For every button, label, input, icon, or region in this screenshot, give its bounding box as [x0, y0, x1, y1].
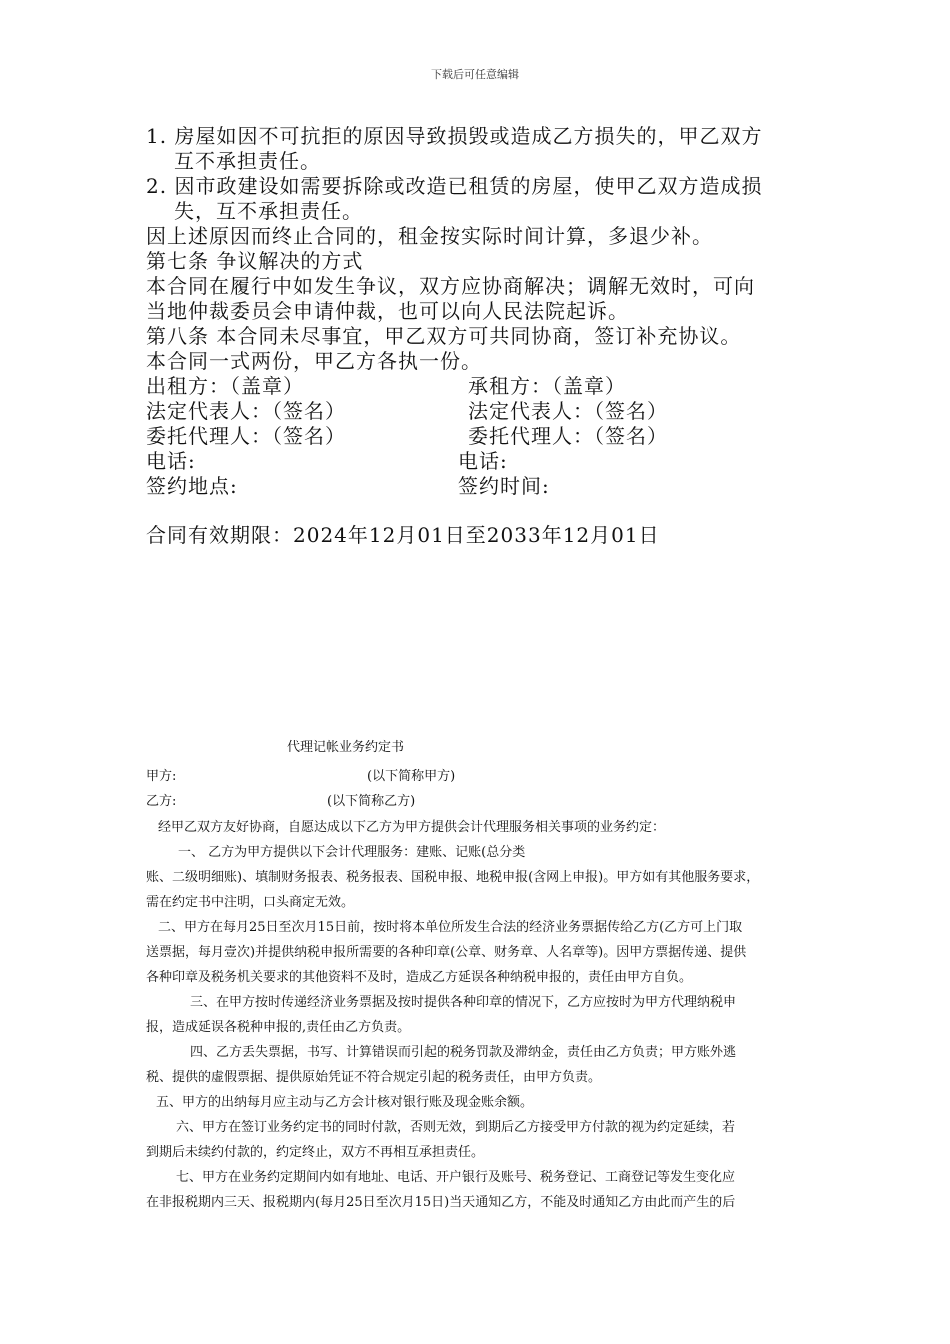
- lessor-phone: 电话:: [146, 449, 196, 473]
- party-a-row: [146, 764, 816, 789]
- lease-item-2: [146, 174, 816, 224]
- copies-note: 本合同一式两份，甲乙方各执一份。: [146, 349, 482, 373]
- signature-row-agent: [146, 424, 816, 449]
- clause-1-line-2: 账、二级明细账)、填制财务报表、税务报表、国税申报、地税申报(含网上申报)。甲方如有其他服务要求，: [146, 870, 760, 885]
- lessee-representative: 法定代表人：（签名）: [468, 399, 668, 423]
- clause-1-line-1: 一、 乙方为甲方提供以下会计代理服务：建账、记账(总分类: [178, 845, 526, 860]
- lessor-agent: 委托代理人：（签名）: [146, 424, 346, 448]
- article-7-line-1: 本合同在履行中如发生争议，双方应协商解决；调解无效时，可向: [146, 274, 755, 298]
- clause-6-line-2: 到期后未续约付款的，约定终止，双方不再相互承担责任。: [146, 1145, 485, 1160]
- signature-row-place-time: [146, 474, 816, 499]
- party-b-label: 乙方:: [146, 794, 177, 809]
- page-header: 下载后可任意编辑: [431, 68, 519, 81]
- article-7-line-2: 当地仲裁委员会申请仲裁，也可以向人民法院起诉。: [146, 299, 629, 323]
- lease-item-2-line-1: 2. 因市政建设如需要拆除或改造已租赁的房屋，使甲乙双方造成损: [146, 174, 763, 198]
- lease-item-1-line-2: 互不承担责任。: [174, 149, 321, 173]
- clause-4-line-1: 四、乙方丢失票据，书写、计算错误而引起的税务罚款及滞纳金，责任由乙方负责；甲方账外逃: [190, 1045, 737, 1060]
- clause-4: [146, 1040, 816, 1090]
- clause-6-line-1: 六、甲方在签订业务约定书的同时付款，否则无效，到期后乙方接受甲方付款的视为约定延续，若: [176, 1120, 736, 1135]
- lessee-seal: 承租方：（盖章）: [468, 374, 626, 398]
- lease-item-2-line-2: 失，互不承担责任。: [174, 199, 363, 223]
- signing-place: 签约地点:: [146, 474, 238, 498]
- clause-2: [146, 915, 816, 990]
- party-b-row: [146, 789, 816, 814]
- clause-3-line-1: 三、在甲方按时传递经济业务票据及按时提供各种印章的情况下，乙方应按时为甲方代理纳税申: [190, 995, 737, 1010]
- contract-validity: 合同有效期限：2024年12月01日至2033年12月01日: [146, 523, 660, 547]
- party-b-note: (以下简称乙方): [327, 794, 416, 809]
- party-a-label: 甲方:: [146, 769, 177, 784]
- lease-terminate-paragraph: 因上述原因而终止合同的，租金按实际时间计算，多退少补。: [146, 224, 713, 248]
- signature-row-rep: [146, 399, 816, 424]
- clause-2-line-2: 送票据，每月壹次)并提供纳税申报所需要的各种印章(公章、财务章、人名章等)。因甲方票据传递、提供: [146, 945, 747, 960]
- lessor-representative: 法定代表人：（签名）: [146, 399, 346, 423]
- clause-5: 五、甲方的出纳每月应主动与乙方会计核对银行账及现金账余额。: [156, 1095, 534, 1110]
- party-a-note: (以下简称甲方): [367, 769, 456, 784]
- lease-item-1: [146, 124, 816, 174]
- clause-6: [146, 1115, 816, 1165]
- signature-row-seal: [146, 374, 816, 399]
- clause-3: [146, 990, 816, 1040]
- clause-3-line-2: 报，造成延误各税种申报的,责任由乙方负责。: [146, 1020, 411, 1035]
- clause-7: [146, 1165, 816, 1215]
- clause-7-line-2: 在非报税期内三天、报税期内(每月25日至次月15日)当天通知乙方，不能及时通知乙方由此而产生的后: [146, 1195, 736, 1210]
- lessee-agent: 委托代理人：（签名）: [468, 424, 668, 448]
- lease-item-1-line-1: 1. 房屋如因不可抗拒的原因导致损毁或造成乙方损失的，甲乙双方: [146, 124, 763, 148]
- article-8: 第八条 本合同未尽事宜，甲乙双方可共同协商，签订补充协议。: [146, 324, 742, 348]
- article-7-body: [146, 274, 816, 324]
- agreement-title: 代理记帐业务约定书: [287, 740, 405, 755]
- clause-4-line-2: 税、提供的虚假票据、提供原始凭证不符合规定引起的税务责任，由甲方负责。: [146, 1070, 602, 1085]
- lessee-phone: 电话:: [458, 449, 508, 473]
- clause-1-line-3: 需在约定书中注明，口头商定无效。: [146, 895, 355, 910]
- article-7-title: 第七条 争议解决的方式: [146, 249, 364, 273]
- signature-row-phone: [146, 449, 816, 474]
- clause-2-line-3: 各种印章及税务机关要求的其他资料不及时，造成乙方延误各种纳税申报的，责任由甲方自负。: [146, 970, 693, 985]
- lessor-seal: 出租方：（盖章）: [146, 374, 304, 398]
- clause-7-line-1: 七、甲方在业务约定期间内如有地址、电话、开户银行及账号、税务登记、工商登记等发生变化应: [176, 1170, 736, 1185]
- clause-2-line-1: 二、甲方在每月25日至次月15日前，按时将本单位所发生合法的经济业务票据传给乙方(乙方可上门取: [158, 920, 743, 935]
- clause-1: [146, 840, 816, 915]
- agreement-intro: 经甲乙双方友好协商，自愿达成以下乙方为甲方提供会计代理服务相关事项的业务约定：: [158, 820, 666, 835]
- signing-time: 签约时间:: [458, 474, 550, 498]
